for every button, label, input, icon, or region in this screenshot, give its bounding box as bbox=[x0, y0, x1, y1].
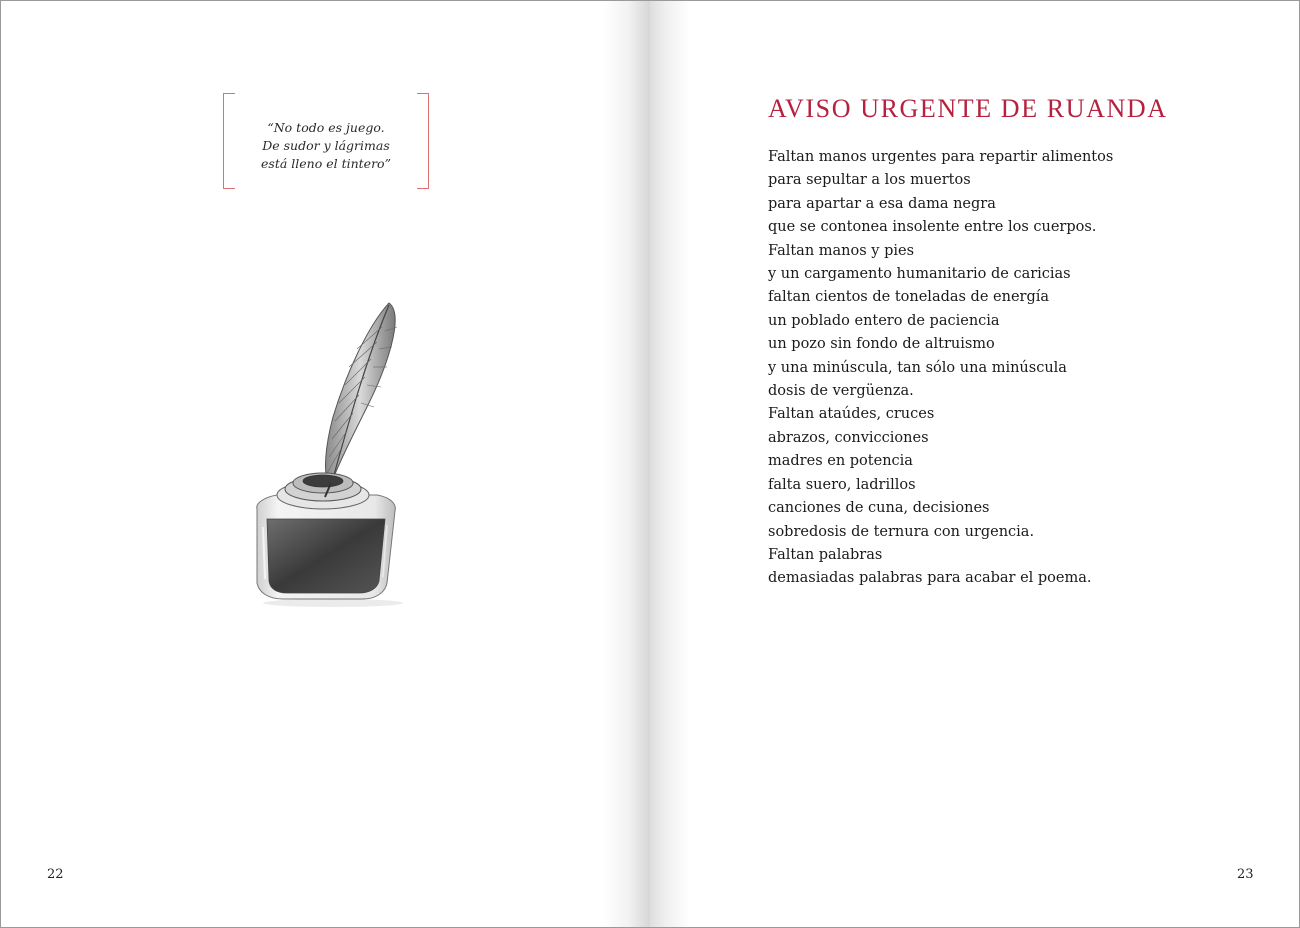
epigraph-quote bbox=[235, 119, 417, 173]
epigraph-box bbox=[223, 93, 429, 189]
poem-line: y un cargamento humanitario de caricias bbox=[768, 266, 1071, 283]
poem-line: que se contonea insolente entre los cuerpos. bbox=[768, 219, 1097, 236]
page-number: 22 bbox=[47, 867, 64, 882]
left-bracket bbox=[223, 93, 235, 189]
poem-line: demasiadas palabras para acabar el poema. bbox=[768, 570, 1092, 587]
poem-body bbox=[768, 146, 1113, 591]
page-number: 23 bbox=[1237, 867, 1254, 882]
poem-line: Faltan manos y pies bbox=[768, 242, 915, 259]
epigraph-line: De sudor y lágrimas bbox=[262, 138, 390, 153]
epigraph-line: está lleno el tintero” bbox=[261, 156, 391, 171]
gutter-shadow bbox=[602, 1, 650, 927]
quill-in-inkwell-icon bbox=[237, 297, 417, 609]
poem-line: abrazos, convicciones bbox=[768, 429, 929, 446]
poem-line: Faltan manos urgentes para repartir alimentos bbox=[768, 149, 1114, 165]
poem-line: Faltan palabras bbox=[768, 546, 883, 563]
poem-line: para sepultar a los muertos bbox=[768, 172, 971, 189]
right-bracket bbox=[417, 93, 429, 189]
poem-line: y una minúscula, tan sólo una minúscula bbox=[768, 359, 1067, 376]
epigraph-line: “No todo es juego. bbox=[267, 120, 385, 135]
poem-line: canciones de cuna, decisiones bbox=[768, 500, 990, 517]
poem-line: sobredosis de ternura con urgencia. bbox=[768, 523, 1035, 540]
poem-line: para apartar a esa dama negra bbox=[768, 195, 996, 212]
right-page bbox=[650, 1, 1299, 927]
poem-line: un pozo sin fondo de altruismo bbox=[768, 336, 995, 353]
poem-line: un poblado entero de paciencia bbox=[768, 312, 1000, 329]
poem-line: falta suero, ladrillos bbox=[768, 476, 916, 493]
poem-title: AVISO URGENTE DE RUANDA bbox=[768, 94, 1168, 123]
left-page bbox=[1, 1, 650, 927]
poem-line: Faltan ataúdes, cruces bbox=[768, 406, 935, 423]
poem-line: dosis de vergüenza. bbox=[768, 383, 914, 400]
poem-line: madres en potencia bbox=[768, 453, 913, 470]
gutter-shadow bbox=[650, 1, 690, 927]
poem-line: faltan cientos de toneladas de energía bbox=[768, 289, 1050, 306]
